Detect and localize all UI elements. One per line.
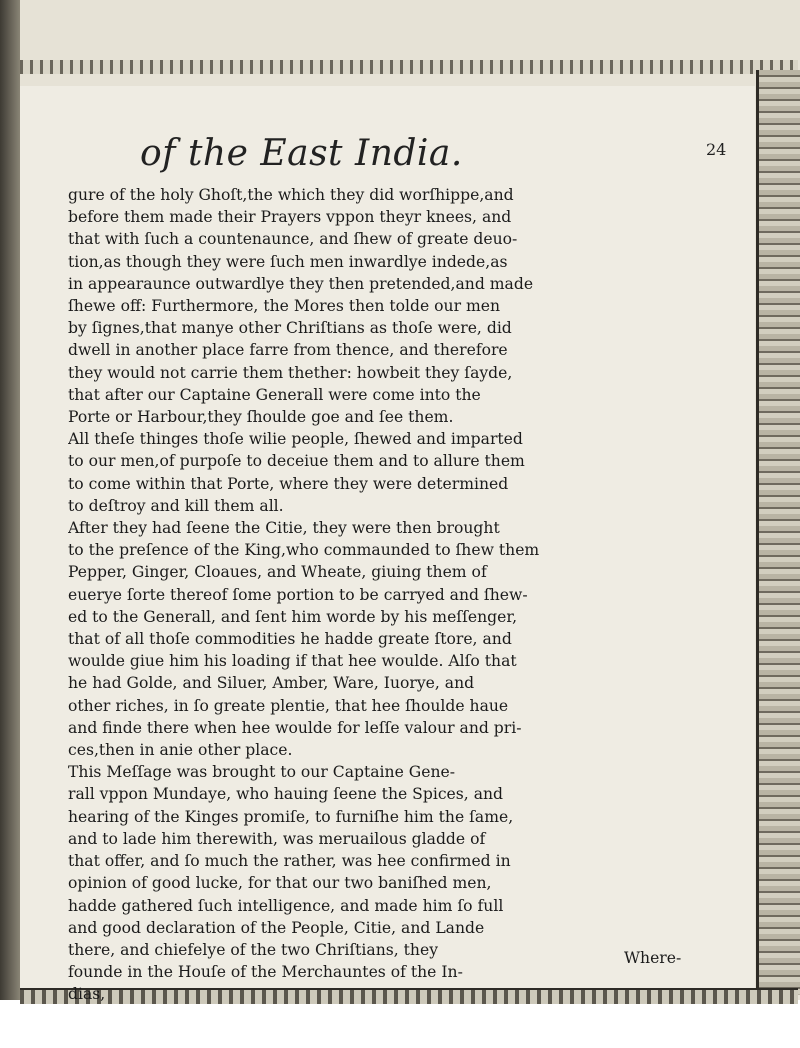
text-line: by ſignes,that manye other Chriſtians as thoſe were, did [68,319,512,338]
text-line: rall vppon Mundaye, who hauing ſeene the Spices, and [68,785,504,804]
text-line: euerye ſorte thereof ſome portion to be carryed and ſhew- [68,585,528,604]
text-line: that after our Captaine Generall were come into the [68,385,481,404]
text-line: he had Golde, and Siluer, Amber, Ware, Iuorye, and [68,674,475,693]
text-line: This Meſſage was brought to our Captaine Gene- [68,763,455,782]
text-line: they would not carrie them thether: howbeit they ſayde, [68,363,513,382]
text-line: before them made their Prayers vppon theyr knees, and [68,208,512,227]
text-line: dias, [68,985,106,1004]
text-line: to the preſence of the King,who commaunded to ſhew them [68,541,540,560]
text-line: Pepper, Ginger, Cloaues, and Wheate, giuing them of [68,563,487,582]
text-line: After they had ſeene the Citie, they were then brought [68,519,500,538]
body-text [68,184,698,1006]
text-line: there, and chiefelye of the two Chriſtians, they [68,940,439,959]
right-ornament-border [756,70,800,995]
text-line: All theſe thinges thoſe wilie people, ſhewed and imparted [68,430,523,449]
text-line: woulde giue him his loading if that hee woulde. Alſo that [68,652,517,671]
text-line: hadde gathered ſuch intelligence, and made him ſo full [68,896,504,915]
text-line: in appearaunce outwardlye they then pretended,and made [68,274,534,293]
text-line: to our men,of purpoſe to deceiue them and to allure them [68,452,525,471]
binding-edge [0,0,20,1000]
text-line: ed to the Generall, and ſent him worde by his meſſenger, [68,607,518,626]
text-line: other riches, in ſo greate plentie, that hee ſhoulde haue [68,696,509,715]
text-line: ſhewe off: Furthermore, the Mores then tolde our men [68,297,501,316]
page-number: 24 [706,140,727,159]
catchword: Where- [624,949,682,967]
text-line: gure of the holy Ghoſt,the which they did worſhippe,and [68,186,514,204]
running-title: of the East India. [140,133,463,174]
text-line: opinion of good lucke, for that our two baniſhed men, [68,874,492,893]
text-line: ces,then in anie other place. [68,741,293,760]
text-line: founde in the Houſe of the Merchauntes of the In- [68,963,463,982]
text-line: to come within that Porte, where they were determined [68,474,509,493]
text-line: to deſtroy and kill them all. [68,496,284,515]
text-line: and finde there when hee woulde for leſſe valour and pri- [68,718,522,737]
text-line: and to lade him therewith, was meruailous gladde of [68,829,486,848]
text-line: dwell in another place farre from thence, and therefore [68,341,508,360]
text-line: hearing of the Kinges promiſe, to furniſhe him the ſame, [68,807,514,826]
top-ornament-border [20,60,798,74]
text-line: that with ſuch a countenaunce, and ſhew of greate deuo- [68,230,518,249]
text-line: that of all thoſe commodities he hadde greate ſtore, and [68,630,512,649]
text-line: Porte or Harbour,they ſhoulde goe and ſee them. [68,408,454,427]
text-line: tion,as though they were ſuch men inwardlye indede,as [68,252,508,271]
text-line: and good declaration of the People, Citie, and Lande [68,918,485,937]
text-line: that offer, and ſo much the rather, was hee confirmed in [68,852,511,871]
